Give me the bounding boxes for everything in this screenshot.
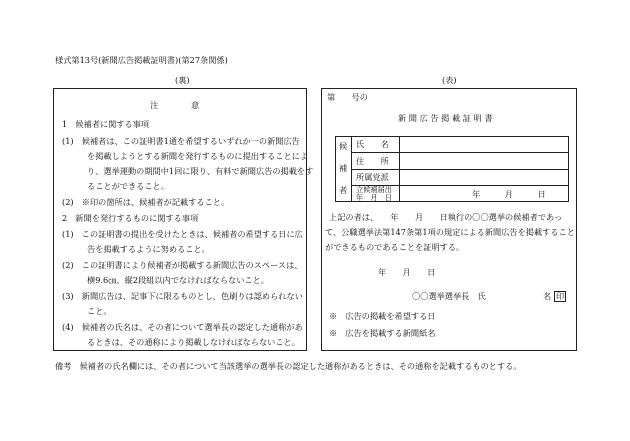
note-text: を掲載しようとする新聞を発行するものに提出することによ	[87, 151, 309, 161]
section-1-title: 1 候補者に関する事項	[62, 119, 150, 129]
certification-text: て、公職選挙法第147条第1項の規定による新聞広告を掲載すること	[325, 227, 575, 237]
note-text: 横9.6㎝、縦2段組以内でなければならないこと。	[87, 275, 269, 285]
note-text: こと。	[87, 306, 112, 316]
candidate-label-char: 者	[339, 185, 348, 195]
front-side-label: (表)	[442, 75, 457, 85]
note-text: るときは、その通称により掲載しなければならないこと。	[87, 337, 300, 347]
filing-date-label: 立候補届出	[356, 185, 392, 194]
certification-text: ができるものであることを証明する。	[325, 242, 465, 252]
address-row-label: 住 所	[356, 156, 389, 166]
note-text: (4) 候補者の氏名は、その者について選挙長の認定した通称があ	[62, 322, 303, 332]
certification-date: 年 月 日	[378, 267, 436, 277]
remark-text: 備考 候補者の氏名欄には、その者について当該選挙の選挙長の認定した通称があるときは、その通称を記載するものとする。	[55, 361, 522, 371]
name-row-label: 氏 名	[356, 139, 389, 149]
candidate-label-char: 補	[339, 163, 348, 173]
filing-date-label: 年 月 日	[356, 193, 392, 202]
note-text: ることができること。	[87, 181, 169, 191]
returning-officer: 〇〇選挙選挙長 氏 名	[412, 291, 552, 301]
note-ad-date: ※ 広告の掲載を希望する日	[329, 311, 436, 321]
back-side-label: (裏)	[175, 75, 190, 85]
section-2-title: 2 新聞を発行するものに関する事項	[62, 213, 199, 223]
note-text: (3) 新聞広告は、記事下に限るものとし、色刷りは認められない	[62, 291, 303, 301]
note-text: (2) この証明書により候補者が掲載する新聞広告のスペースは、	[62, 260, 303, 270]
note-text: り、選挙運動の期間中1回に限り、有料で新聞広告の掲載をす	[87, 166, 314, 176]
certificate-title: 新 聞 広 告 掲 載 証 明 書	[398, 113, 493, 123]
filing-date-value: 年 月 日	[472, 189, 546, 199]
form-title: 様式第13号(新聞広告掲載証明書)(第27条関係)	[55, 55, 228, 65]
party-row-label: 所属党派	[356, 172, 389, 182]
notes-heading: 注 意	[150, 100, 200, 110]
note-newspaper-name: ※ 広告を掲載する新聞紙名	[329, 328, 436, 338]
note-text: (1) この証明書の提出を受けたときは、候補者の希望する日に広	[62, 229, 303, 239]
candidate-label-char: 候	[339, 141, 348, 151]
note-text: 告を掲載するように努めること。	[87, 244, 210, 254]
note-text: (2) ※印の箇所は、候補者が記載すること。	[62, 197, 230, 207]
seal-mark: 印	[556, 291, 565, 301]
certification-text: 上記の者は、 年 月 日執行の〇〇選挙の候補者であっ	[329, 212, 563, 222]
certificate-number: 第 号の	[327, 92, 368, 102]
note-text: (1) 候補者は、この証明書1通を希望するいずれか一の新聞広告	[62, 136, 300, 146]
